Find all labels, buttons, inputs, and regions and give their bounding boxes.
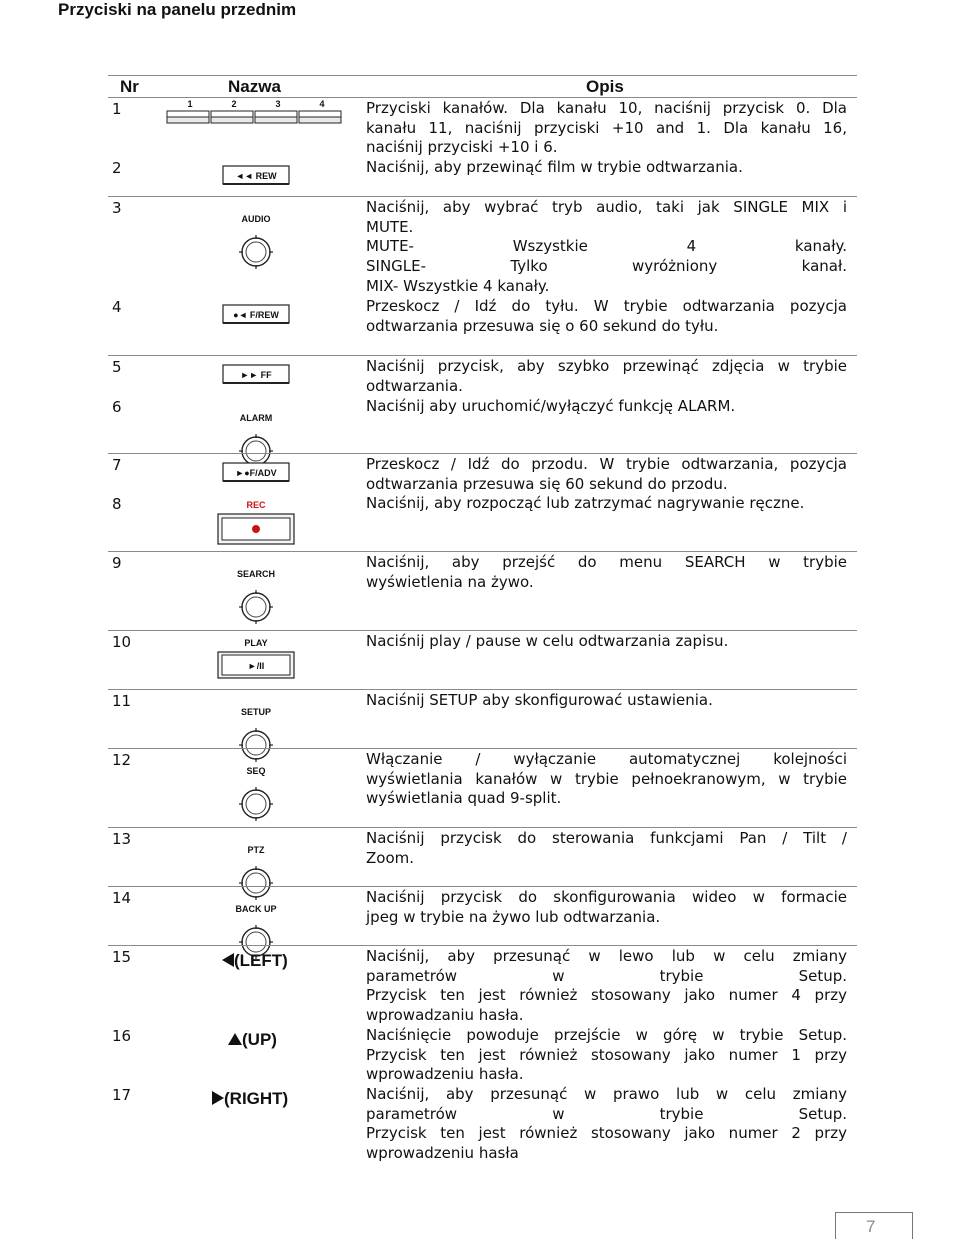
description-line: Przycisk ten jest również stosowany jako numer 4 przy <box>366 986 847 1005</box>
page-title: Przyciski na panelu przednim <box>58 0 297 19</box>
description-line: wprowadzaniu hasła. <box>366 1006 524 1025</box>
row-number: 15 <box>112 948 132 966</box>
button-label: ►●F/ADV <box>235 468 277 478</box>
arrow-button-up <box>228 1030 277 1050</box>
description-line: Zoom. <box>366 848 415 867</box>
row-number: 10 <box>112 633 132 651</box>
knob-button-icon <box>239 787 273 821</box>
row-description <box>366 297 847 336</box>
button-figure-play <box>216 636 296 682</box>
left-arrow-icon <box>222 953 234 967</box>
description-line: jpeg w trybie na żywo lub odtwarzania. <box>366 907 661 926</box>
row-description <box>366 691 847 711</box>
row-number: 5 <box>112 358 122 376</box>
button-figure-f-adv <box>222 461 292 485</box>
row-number: 17 <box>112 1086 132 1104</box>
arrow-button-left <box>222 951 288 971</box>
button-label: PLAY <box>244 638 268 648</box>
row-description <box>366 888 847 927</box>
arrow-button-label: (RIGHT) <box>224 1089 289 1108</box>
row-divider <box>108 827 857 828</box>
channel-button-base <box>299 117 341 123</box>
description-line: MUTE- Wszystkie 4 kanały. <box>366 237 847 256</box>
row-number: 9 <box>112 554 122 572</box>
channel-button <box>167 111 209 117</box>
button-figure-rec <box>216 498 296 548</box>
description-line: Przyciski kanałów. Dla kanału 10, naciśnij przycisk 0. Dla <box>366 99 847 117</box>
description-line: MIX- Wszystkie 4 kanały. <box>366 276 550 295</box>
row-divider <box>108 689 857 690</box>
row-description <box>366 158 847 178</box>
row-description <box>366 494 847 514</box>
description-line: Naciśnij, aby wybrać tryb audio, taki jak SINGLE MIX i <box>366 198 847 216</box>
up-arrow-icon <box>228 1033 242 1045</box>
channel-button <box>299 111 341 117</box>
description-line: wprowadzeniu hasła. <box>366 1065 524 1084</box>
button-label: ●◄ F/REW <box>233 310 279 320</box>
row-divider <box>108 748 857 749</box>
row-number: 14 <box>112 889 132 907</box>
button-figure-channel-buttons <box>165 97 345 127</box>
description-line: Naciśnij, aby przesunąć w lewo lub w celu zmiany <box>366 947 847 965</box>
row-description <box>366 632 847 652</box>
row-number: 12 <box>112 751 132 769</box>
page-number: 7 <box>866 1217 876 1236</box>
description-line: Naciśnij, aby rozpocząć lub zatrzymać nagrywanie ręczne. <box>366 494 805 512</box>
channel-number-label: 1 <box>187 99 193 109</box>
description-line: Naciśnięcie powoduje przejście w górę w trybie Setup. <box>366 1026 847 1044</box>
description-line: SINGLE- Tylko wyróżniony kanał. <box>366 257 847 276</box>
row-divider <box>108 551 857 552</box>
description-line: Włączanie / wyłączanie automatycznej kolejności <box>366 750 847 768</box>
arrow-button-right <box>212 1089 288 1109</box>
description-line: Naciśnij, aby przewinąć film w trybie odtwarzania. <box>366 158 743 176</box>
description-line: MUTE. <box>366 217 414 236</box>
row-divider <box>108 886 857 887</box>
description-line: kanału 11, naciśnij przyciski +10 and 1. Dla kanału 16, <box>366 118 847 137</box>
header-nr: Nr <box>120 77 139 96</box>
row-number: 16 <box>112 1027 132 1045</box>
row-description <box>366 947 847 1026</box>
button-figure-seq <box>226 764 286 824</box>
channel-button <box>211 111 253 117</box>
channel-button-base <box>255 117 297 123</box>
description-line: wyświetlania quad 9-split. <box>366 789 562 808</box>
description-line: odtwarzania. <box>366 376 463 395</box>
row-description <box>366 99 847 158</box>
description-line: Naciśnij przycisk do skonfigurowania wideo w formacie <box>366 888 847 906</box>
button-label: BACK UP <box>235 904 277 914</box>
button-label: ALARM <box>239 413 273 423</box>
row-description <box>366 553 847 592</box>
description-line: Naciśnij przycisk do sterowania funkcjami Pan / Tilt / <box>366 829 847 847</box>
description-line: Naciśnij aby uruchomić/wyłączyć funkcję ALARM. <box>366 397 736 415</box>
description-line: Naciśnij play / pause w celu odtwarzania zapisu. <box>366 632 729 650</box>
right-arrow-icon <box>212 1091 224 1105</box>
record-dot-icon <box>252 525 260 533</box>
button-label: SETUP <box>240 707 272 717</box>
button-label: AUDIO <box>241 214 271 224</box>
row-number: 11 <box>112 692 132 710</box>
button-figure-ptz <box>226 843 286 903</box>
button-label: REC <box>246 500 266 510</box>
button-figure-rew <box>222 164 292 188</box>
row-description <box>366 198 847 297</box>
description-line: parametrów w trybie Setup. <box>366 966 847 985</box>
description-line: parametrów w trybie Setup. <box>366 1104 847 1123</box>
play-pause-icon: ►/II <box>247 661 265 671</box>
channel-number-label: 2 <box>231 99 237 109</box>
row-divider <box>108 355 857 356</box>
knob-button-icon <box>239 235 273 269</box>
description-line: Naciśnij, aby przesunąć w prawo lub w celu zmiany <box>366 1085 847 1103</box>
description-line: wyświetlania kanałów w trybie pełnoekranowym, w trybie <box>366 769 847 788</box>
channel-button <box>255 111 297 117</box>
row-description <box>366 1085 847 1164</box>
description-line: Przeskocz / Idź do przodu. W trybie odtwarzania, pozycja <box>366 455 847 473</box>
row-divider <box>108 945 857 946</box>
button-figure-ff <box>222 363 292 387</box>
row-description <box>366 397 847 417</box>
description-line: odtwarzania przesuwa się 60 sekund do przodu. <box>366 474 728 493</box>
channel-button-base <box>167 117 209 123</box>
row-divider <box>108 196 857 197</box>
row-divider <box>108 453 857 454</box>
description-line: wyświetlenia na żywo. <box>366 572 534 591</box>
row-number: 8 <box>112 495 122 513</box>
button-label: SEARCH <box>236 569 276 579</box>
description-line: Przeskocz / Idź do tyłu. W trybie odtwarzania pozycja <box>366 297 847 315</box>
row-description <box>366 1026 847 1085</box>
channel-number-label: 3 <box>275 99 281 109</box>
description-line: Przycisk ten jest również stosowany jako numer 1 przy <box>366 1045 847 1064</box>
description-line: Naciśnij SETUP aby skonfigurować ustawienia. <box>366 691 713 709</box>
row-description <box>366 829 847 868</box>
arrow-button-label: (LEFT) <box>234 951 288 970</box>
knob-button-icon <box>239 866 273 900</box>
row-number: 7 <box>112 456 122 474</box>
row-description <box>366 750 847 809</box>
row-number: 1 <box>112 100 122 118</box>
row-description <box>366 357 847 396</box>
row-number: 4 <box>112 298 122 316</box>
row-number: 13 <box>112 830 132 848</box>
arrow-button-label: (UP) <box>242 1030 277 1049</box>
knob-button-icon <box>239 728 273 762</box>
knob-button-icon <box>239 590 273 624</box>
description-line: Naciśnij przycisk, aby szybko przewinąć zdjęcia w trybie <box>366 357 847 375</box>
row-number: 3 <box>112 199 122 217</box>
button-figure-search <box>226 567 286 627</box>
row-number: 2 <box>112 159 122 177</box>
channel-number-label: 4 <box>319 99 325 109</box>
button-label: ►► FF <box>240 370 272 380</box>
button-label: ◄◄ REW <box>235 171 277 181</box>
description-line: Naciśnij, aby przejść do menu SEARCH w trybie <box>366 553 847 571</box>
header-name: Nazwa <box>228 77 281 96</box>
button-figure-audio <box>226 212 286 272</box>
button-figure-f-rew <box>222 303 292 327</box>
channel-button-base <box>211 117 253 123</box>
row-description <box>366 455 847 494</box>
button-label: SEQ <box>246 766 266 776</box>
description-line: wprowadzeniu hasła <box>366 1144 519 1163</box>
table-top-border <box>108 75 857 76</box>
button-label: PTZ <box>247 845 265 855</box>
row-divider <box>108 630 857 631</box>
row-number: 6 <box>112 398 122 416</box>
description-line: naciśnij przyciski +10 i 6. <box>366 138 558 157</box>
description-line: Przycisk ten jest również stosowany jako numer 2 przy <box>366 1124 847 1143</box>
header-desc: Opis <box>586 77 624 96</box>
button-figure-setup <box>226 705 286 765</box>
description-line: odtwarzania przesuwa się o 60 sekund do tyłu. <box>366 316 719 335</box>
